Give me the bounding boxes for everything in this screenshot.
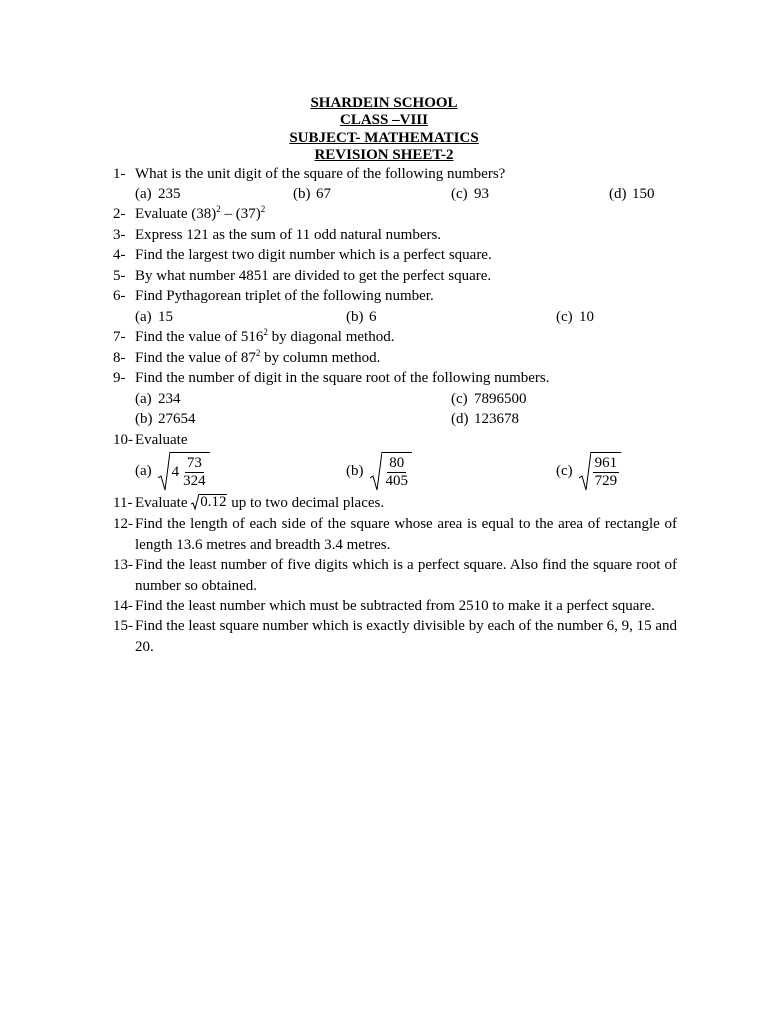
option-label: (c) xyxy=(556,309,573,325)
option-value: 93 xyxy=(474,186,489,202)
square-root-icon xyxy=(191,493,199,510)
question-number: 5- xyxy=(113,268,126,284)
question-number: 14- xyxy=(113,598,133,614)
question-text xyxy=(135,493,677,514)
text-part: by column method. xyxy=(260,350,381,366)
numerator: 961 xyxy=(594,454,618,471)
question-number: 4- xyxy=(113,247,126,263)
option-a xyxy=(135,184,181,204)
question-number: 10- xyxy=(113,432,133,448)
text-part: – (37) xyxy=(220,206,261,222)
question-text: By what number 4851 are divided to get the perfect square. xyxy=(135,268,492,284)
question-number: 15- xyxy=(113,618,133,634)
option-b xyxy=(135,409,196,429)
option-label: (b) xyxy=(293,186,311,202)
question-number: 3- xyxy=(113,227,126,243)
option-b-radical xyxy=(346,451,412,491)
question-text: Find the length of each side of the square whose area is equal to the area of rectangle of length 13.6 metres and breadth 3.4 metres. xyxy=(135,516,677,553)
question-text: Find Pythagorean triplet of the following number. xyxy=(135,288,434,304)
option-value: 235 xyxy=(158,186,181,202)
sheet-title: REVISION SHEET-2 xyxy=(314,147,454,163)
question-number: 13- xyxy=(113,557,133,573)
square-root-icon xyxy=(579,451,591,491)
inline-radical xyxy=(191,493,227,510)
option-value: 150 xyxy=(632,186,655,202)
question-text: Find the number of digit in the square root of the following numbers. xyxy=(135,370,550,386)
question-text: Find the least number of five digits which is a perfect square. Also find the square root of number so obtained. xyxy=(135,557,677,594)
option-value: 27654 xyxy=(158,411,196,427)
question-number: 7- xyxy=(113,329,126,345)
fraction xyxy=(181,455,208,490)
question-number: 2- xyxy=(113,206,126,222)
radicand xyxy=(382,452,413,491)
option-c xyxy=(451,389,527,409)
option-label: (d) xyxy=(451,411,469,427)
option-label: (c) xyxy=(451,186,468,202)
question-number: 6- xyxy=(113,288,126,304)
question-text xyxy=(135,327,677,349)
option-value: 123678 xyxy=(474,411,519,427)
option-b xyxy=(293,184,331,204)
option-value: 7896500 xyxy=(474,391,527,407)
whole-number: 4 xyxy=(171,463,180,480)
question-number: 11- xyxy=(113,495,133,511)
exponent: 2 xyxy=(216,204,221,214)
text-part: up to two decimal places. xyxy=(227,495,385,511)
option-a xyxy=(135,307,173,327)
denominator: 405 xyxy=(385,472,408,489)
numerator: 73 xyxy=(186,454,202,471)
option-c-radical xyxy=(556,451,621,491)
option-d xyxy=(451,409,519,429)
radicand: 0.12 xyxy=(200,494,227,510)
option-label: (a) xyxy=(135,462,152,479)
question-text: What is the unit digit of the square of the following numbers? xyxy=(135,166,506,182)
class-title: CLASS –VIII xyxy=(340,112,428,128)
fraction xyxy=(384,455,411,490)
option-label: (a) xyxy=(135,186,152,202)
exponent: 2 xyxy=(260,204,266,214)
option-label: (a) xyxy=(135,391,152,407)
question-text: Find the least number which must be subtracted from 2510 to make it a perfect square. xyxy=(135,598,655,614)
square-root-icon xyxy=(158,451,170,491)
radicand xyxy=(170,452,210,491)
question-number: 1- xyxy=(113,166,126,182)
option-value: 234 xyxy=(158,391,181,407)
question-text xyxy=(135,204,677,226)
question-number: 9- xyxy=(113,370,126,386)
option-label: (b) xyxy=(346,462,364,479)
denominator: 324 xyxy=(183,472,206,489)
option-label: (c) xyxy=(556,462,573,479)
option-label: (c) xyxy=(451,391,468,407)
question-text: Find the largest two digit number which is a perfect square. xyxy=(135,247,492,263)
fraction xyxy=(593,455,620,490)
subject-title: SUBJECT- MATHEMATICS xyxy=(289,130,479,146)
text-part: by diagonal method. xyxy=(267,329,395,345)
question-text: Evaluate xyxy=(135,432,188,448)
question-number: 12- xyxy=(113,516,133,532)
option-c xyxy=(451,184,489,204)
exponent: 2 xyxy=(263,327,268,337)
numerator: 80 xyxy=(389,454,405,471)
option-label: (b) xyxy=(135,411,153,427)
option-a xyxy=(135,389,181,409)
option-d xyxy=(609,184,655,204)
option-a-radical xyxy=(135,451,210,491)
option-label: (d) xyxy=(609,186,627,202)
exponent: 2 xyxy=(255,348,261,358)
denominator: 729 xyxy=(594,472,618,489)
question-number: 8- xyxy=(113,350,126,366)
option-value: 15 xyxy=(158,309,173,325)
option-b xyxy=(346,307,377,327)
text-part: Evaluate xyxy=(135,495,192,511)
question-text xyxy=(135,348,677,370)
question-text: Find the least square number which is exactly divisible by each of the number 6, 9, 15 and 20. xyxy=(135,618,677,655)
option-label: (a) xyxy=(135,309,152,325)
option-label: (b) xyxy=(346,309,364,325)
text-part: Evaluate (38) xyxy=(135,206,217,222)
question-text: Express 121 as the sum of 11 odd natural numbers. xyxy=(135,227,442,243)
option-value: 6 xyxy=(369,309,377,325)
school-name: SHARDEIN SCHOOL xyxy=(310,95,458,111)
option-value: 10 xyxy=(579,309,594,325)
text-part: Find the value of 87 xyxy=(135,350,256,366)
option-value: 67 xyxy=(316,186,331,202)
option-c xyxy=(556,307,594,327)
radicand xyxy=(591,452,622,491)
text-part: Find the value of 516 xyxy=(135,329,264,345)
square-root-icon xyxy=(370,451,382,491)
